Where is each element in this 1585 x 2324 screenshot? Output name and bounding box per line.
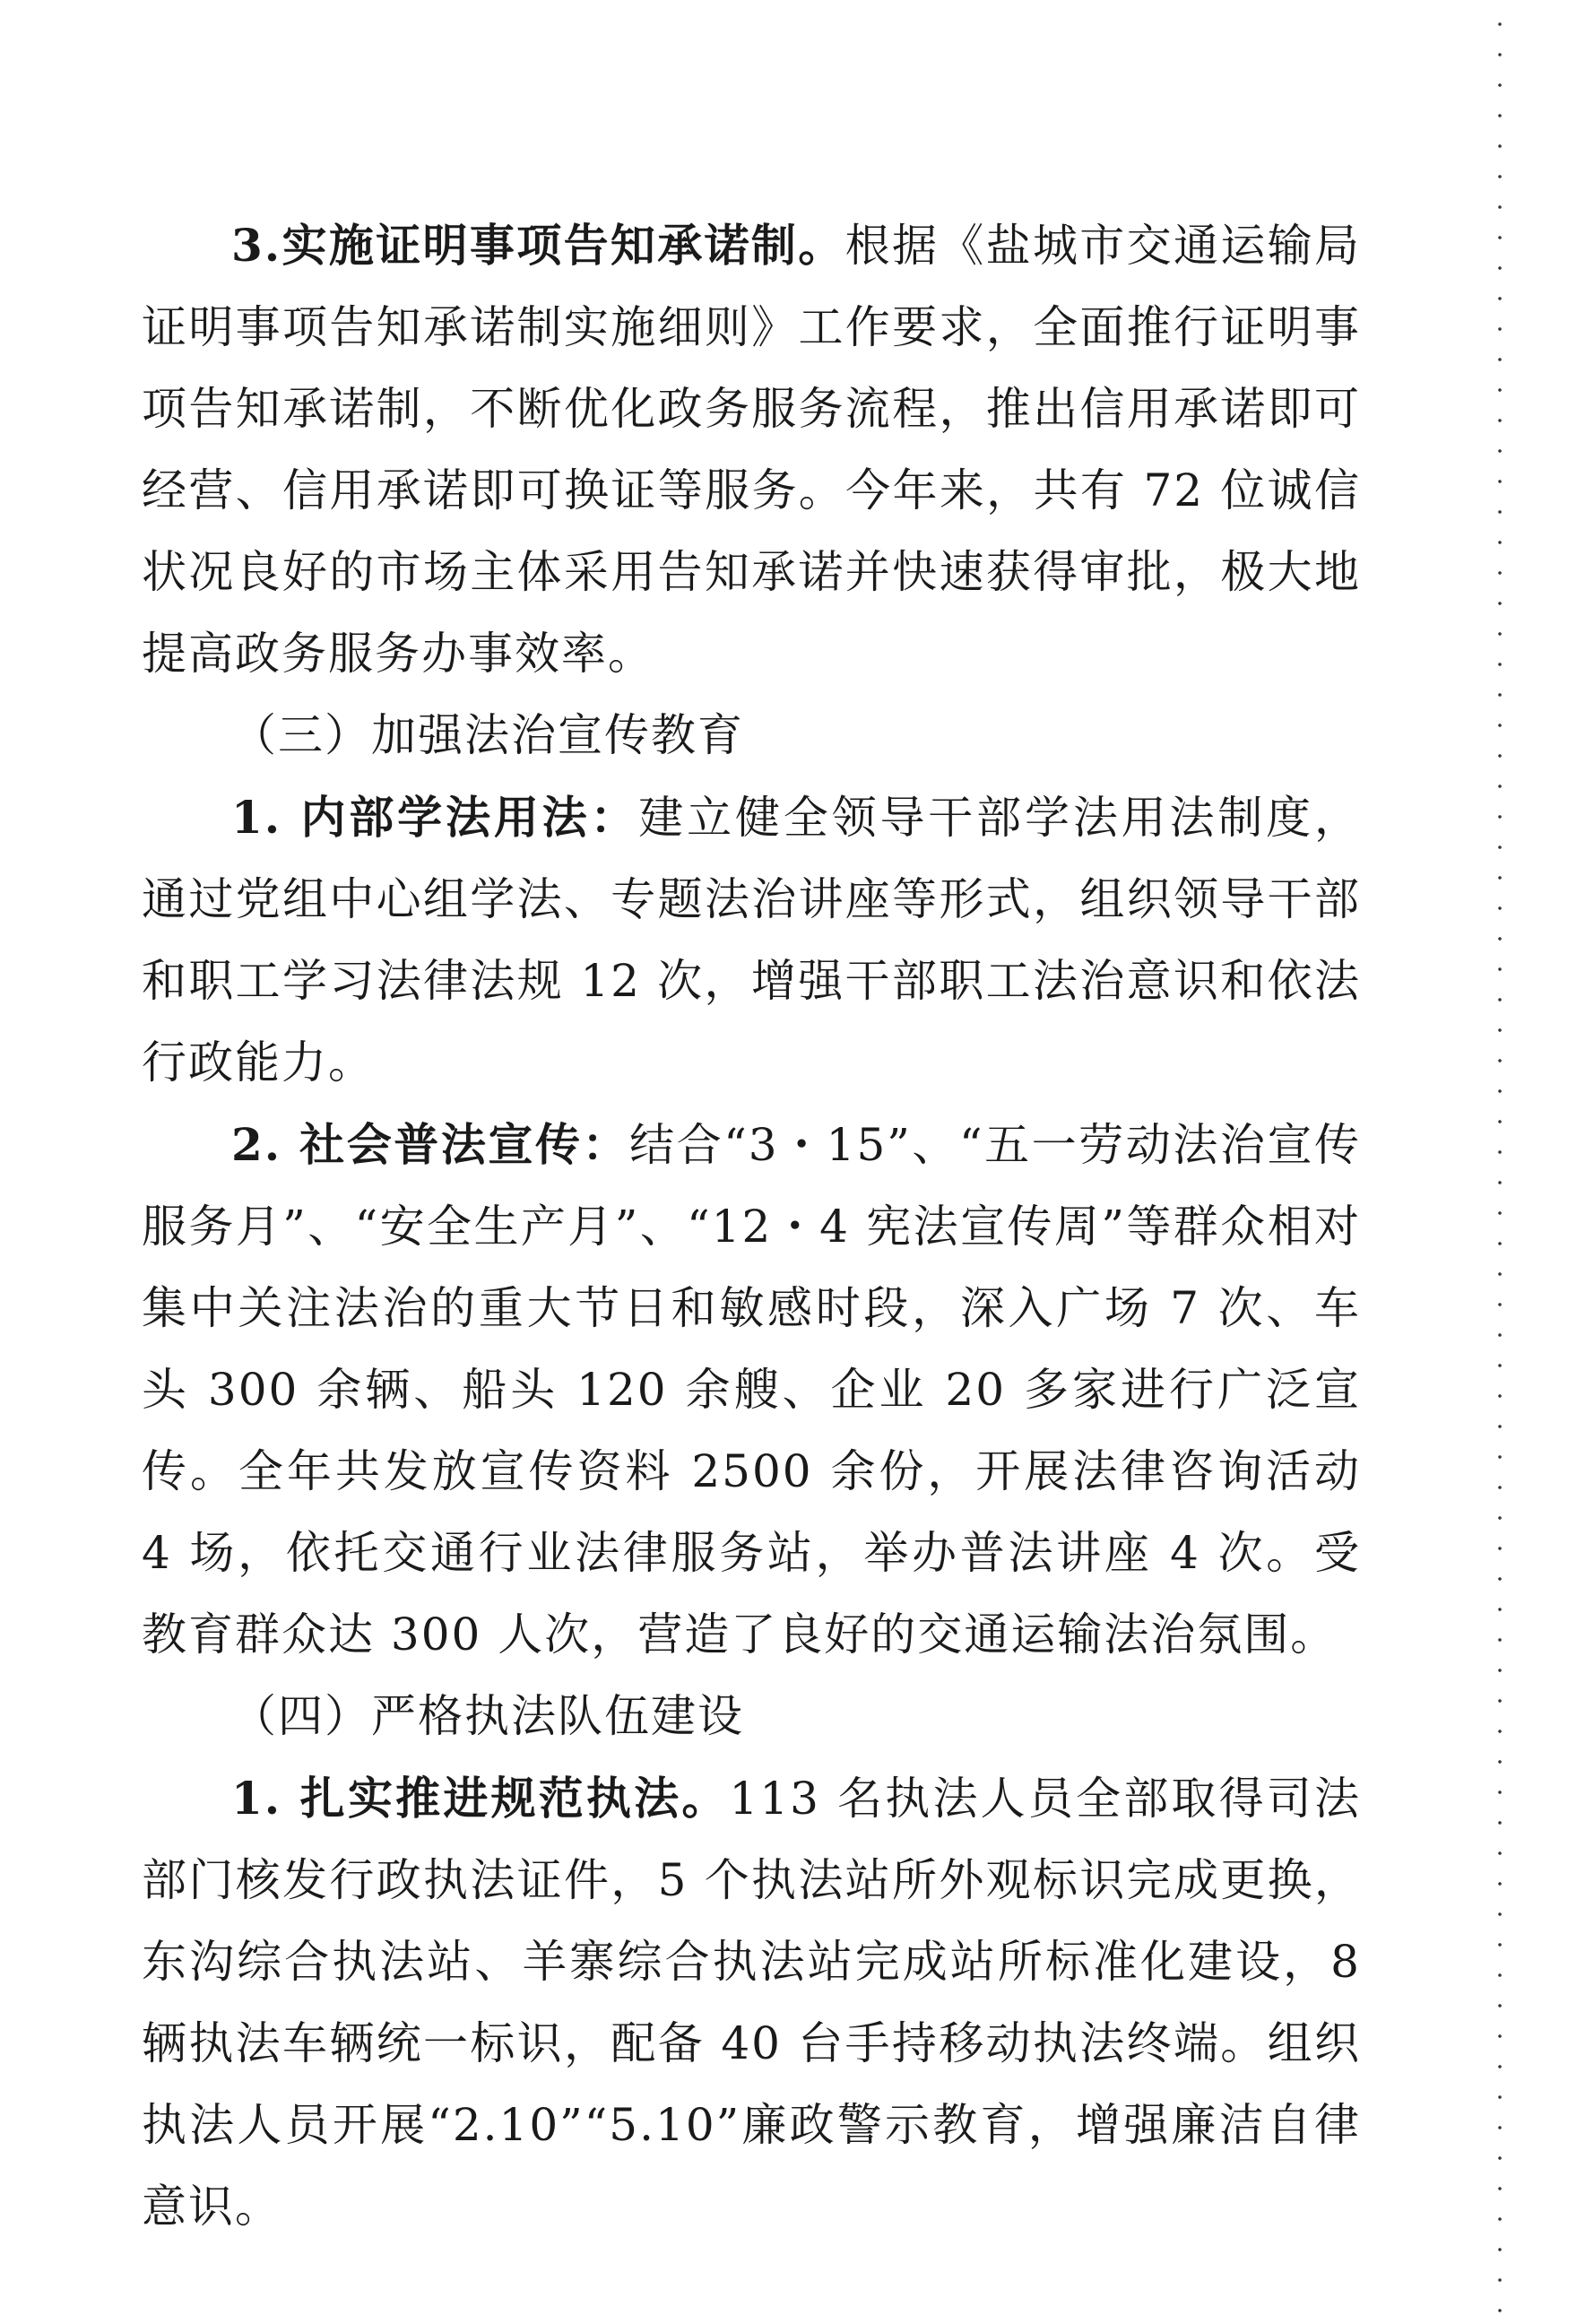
paragraph-body: 建立健全领导干部学法用法制度，通过党组中心组学法、专题法治讲座等形式，组织领导干部和职工学习法律法规 12 次，增强干部职工法治意识和依法行政能力。 <box>142 792 1361 1088</box>
paragraph-lead: 3.实施证明事项告知承诺制。 <box>231 219 845 272</box>
paragraph-lead: 1. 内部学法用法： <box>231 791 639 844</box>
binding-dotted-border <box>1497 0 1503 2324</box>
paragraph-body: 根据《盐城市交通运输局证明事项告知承诺制实施细则》工作要求，全面推行证明事项告知承诺制，不断优化政务服务流程，推出信用承诺即可经营、信用承诺即可换证等服务。今年来，共有 72 位诚信状况良好的市场主体采用告知承诺并快速获得审批，极大地提高政务服务办事效率。 <box>142 220 1361 680</box>
document-body <box>142 204 1361 2248</box>
section-heading-enforcement-team: （四）严格执法队伍建设 <box>231 1690 744 1742</box>
paragraph-public-law-publicity <box>142 1104 1361 1676</box>
paragraph-lead: 2. 社会普法宣传： <box>231 1118 630 1171</box>
paragraph-internal-law-study <box>142 776 1361 1104</box>
paragraph-lead: 1. 扎实推进规范执法。 <box>231 1772 730 1825</box>
paragraph-body: 113 名执法人员全部取得司法部门核发行政执法证件，5 个执法站所外观标识完成更换，东沟综合执法站、羊寨综合执法站完成站所标准化建设，8 辆执法车辆统一标识，配备 40 台手持移动执法终端。组织执法人员开展“2.10”“5.10”廉政警示教育，增强廉洁自律意识。 <box>142 1773 1362 2233</box>
paragraph-body: 结合“3・15”、“五一劳动法治宣传服务月”、“安全生产月”、“12・4 宪法宣传周”等群众相对集中关注法治的重大节日和敏感时段，深入广场 7 次、车头 300 余辆、船头 120 余艘、企业 20 多家进行广泛宣传。全年共发放宣传资料 2500 余份，开展法律咨询活动 4 场，依托交通行业法律服务站，举办普法讲座 4 次。受教育群众达 300 人次，营造了良好的交通运输法治氛围。 <box>142 1119 1362 1661</box>
paragraph-certification-commitment <box>142 204 1361 695</box>
section-heading-legal-publicity: （三）加强法治宣传教育 <box>231 709 744 761</box>
paragraph-standardized-enforcement <box>142 1757 1361 2248</box>
